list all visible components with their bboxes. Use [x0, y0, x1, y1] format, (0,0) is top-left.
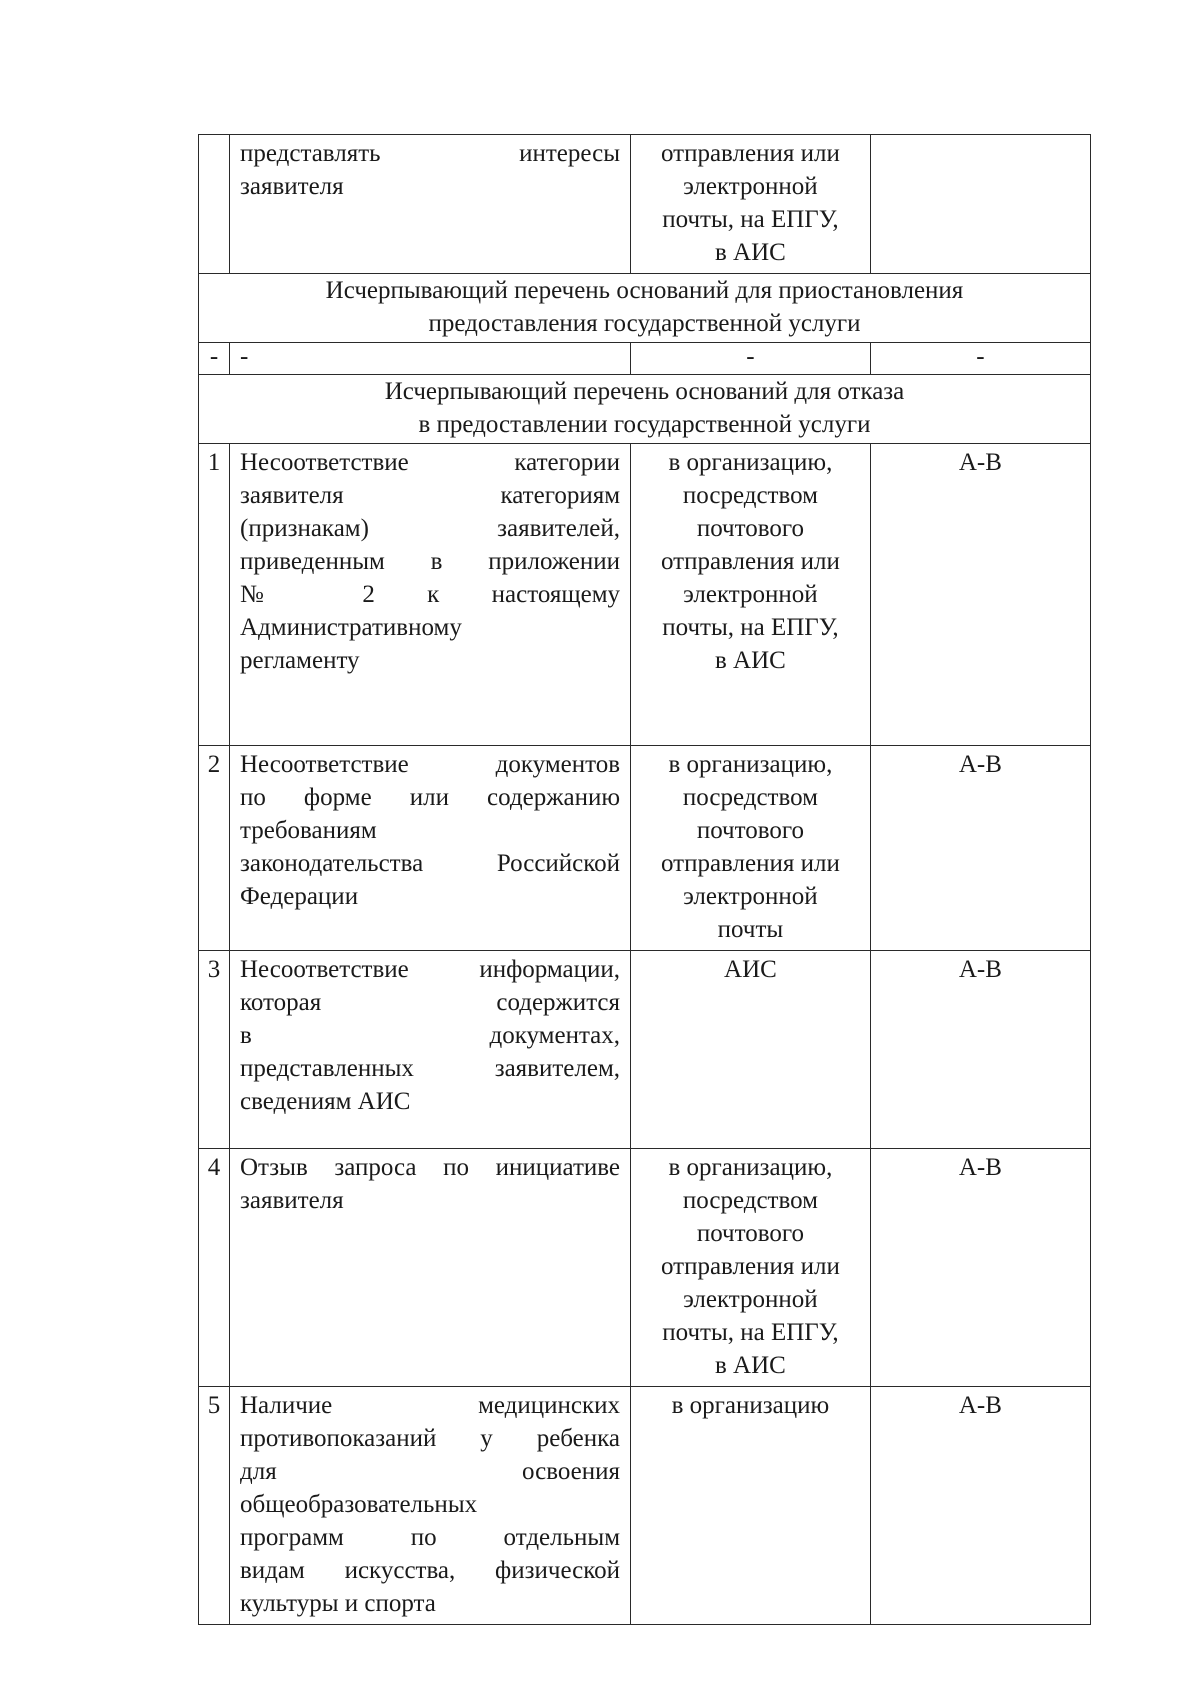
- reason-cell: [230, 746, 631, 951]
- reason-line: Несоответствие категории: [240, 449, 621, 476]
- reason-line: Административному: [240, 614, 462, 641]
- code-cell: А-В: [870, 444, 1090, 746]
- reason-line: заявителя категориям: [240, 482, 621, 509]
- table-row: [199, 951, 1091, 1149]
- submission-line: электронной: [683, 173, 818, 200]
- section-title-line: предоставления государственной услуги: [428, 310, 861, 337]
- suspension-empty-row: [199, 343, 1091, 375]
- submission-cell: [631, 1387, 871, 1625]
- reason-line: Несоответствие документов: [240, 751, 621, 778]
- section-title-line: Исчерпывающий перечень оснований для отказа: [384, 378, 905, 405]
- submission-line: отправления или: [660, 1253, 840, 1280]
- reason-cell: [230, 444, 631, 746]
- submission-line: в организацию,: [668, 1154, 833, 1181]
- reason-line: законодательства Российской: [240, 850, 621, 877]
- submission-cell: [631, 951, 871, 1149]
- submission-line: почтового: [696, 817, 804, 844]
- submission-line: посредством: [682, 784, 818, 811]
- reason-line: заявителя: [240, 173, 344, 200]
- table-row: [199, 746, 1091, 951]
- row-number-cell: -: [199, 343, 230, 375]
- table-row: [199, 444, 1091, 746]
- reason-line: Наличие медицинских: [240, 1392, 621, 1419]
- code-cell: [870, 135, 1090, 274]
- section-title-cell: [199, 274, 1091, 343]
- grounds-table: [198, 134, 1091, 1625]
- submission-line: отправления или: [660, 548, 840, 575]
- submission-line: электронной: [683, 1286, 818, 1313]
- reason-line: представленных заявителем,: [240, 1055, 621, 1082]
- submission-cell: [631, 444, 871, 746]
- submission-line: отправления или: [660, 140, 840, 167]
- section-header-suspension: [199, 274, 1091, 343]
- reason-line: приведенным в приложении: [240, 548, 621, 575]
- row-number-cell: 2: [199, 746, 230, 951]
- submission-line: в организацию,: [668, 751, 833, 778]
- reason-line: № 2 к настоящему: [240, 581, 621, 608]
- reason-cell: -: [230, 343, 631, 375]
- code-cell: А-В: [870, 951, 1090, 1149]
- row-number-cell: [199, 135, 230, 274]
- section-header-refusal: [199, 375, 1091, 444]
- reason-line: программ по отдельным: [240, 1524, 621, 1551]
- reason-cell: [230, 1387, 631, 1625]
- reason-line: (признакам) заявителей,: [240, 515, 621, 542]
- table-body: [199, 135, 1091, 1625]
- submission-cell: -: [631, 343, 871, 375]
- row-number-cell: 1: [199, 444, 230, 746]
- submission-line: почты, на ЕПГУ,: [662, 614, 839, 641]
- row-number-cell: 4: [199, 1149, 230, 1387]
- code-cell: -: [870, 343, 1090, 375]
- reason-line: регламенту: [240, 647, 360, 674]
- submission-line: почтового: [696, 515, 804, 542]
- submission-line: электронной: [683, 581, 818, 608]
- section-title-line: в предоставлении государственной услуги: [418, 411, 871, 438]
- submission-line: почты, на ЕПГУ,: [662, 206, 839, 233]
- reason-cell: [230, 135, 631, 274]
- table-row: [199, 1149, 1091, 1387]
- submission-cell: [631, 746, 871, 951]
- reason-line: сведениям АИС: [240, 1088, 411, 1115]
- submission-cell: [631, 1149, 871, 1387]
- code-cell: А-В: [870, 746, 1090, 951]
- submission-line: почтового: [696, 1220, 804, 1247]
- submission-line: в АИС: [715, 647, 786, 674]
- reason-line: для освоения: [240, 1458, 621, 1485]
- submission-line: АИС: [724, 956, 777, 983]
- reason-cell: [230, 1149, 631, 1387]
- submission-line: в организацию: [671, 1392, 830, 1419]
- submission-line: отправления или: [660, 850, 840, 877]
- reason-line: в документах,: [240, 1022, 621, 1049]
- reason-line: противопоказаний у ребенка: [240, 1425, 621, 1452]
- code-cell: А-В: [870, 1149, 1090, 1387]
- submission-line: почты: [717, 916, 784, 943]
- reason-line: заявителя: [240, 1187, 344, 1214]
- reason-cell: [230, 951, 631, 1149]
- row-number-cell: 3: [199, 951, 230, 1149]
- submission-line: в АИС: [715, 1352, 786, 1379]
- reason-line: Несоответствие информации,: [240, 956, 621, 983]
- section-title-line: Исчерпывающий перечень оснований для приостановления: [325, 277, 964, 304]
- submission-line: электронной: [683, 883, 818, 910]
- reason-line: которая содержится: [240, 989, 621, 1016]
- table-row: [199, 1387, 1091, 1625]
- section-title-cell: [199, 375, 1091, 444]
- reason-line: культуры и спорта: [240, 1590, 436, 1617]
- submission-line: почты, на ЕПГУ,: [662, 1319, 839, 1346]
- reason-line: по форме или содержанию: [240, 784, 621, 811]
- submission-line: посредством: [682, 1187, 818, 1214]
- continuation-row: [199, 135, 1091, 274]
- submission-cell: [631, 135, 871, 274]
- reason-line: представлять интересы: [240, 140, 621, 167]
- submission-line: в АИС: [715, 239, 786, 266]
- reason-line: общеобразовательных: [240, 1491, 478, 1518]
- row-number-cell: 5: [199, 1387, 230, 1625]
- submission-line: в организацию,: [668, 449, 833, 476]
- reason-line: Отзыв запроса по инициативе: [240, 1154, 621, 1181]
- code-cell: А-В: [870, 1387, 1090, 1625]
- reason-line: требованиям: [240, 817, 377, 844]
- submission-line: посредством: [682, 482, 818, 509]
- reason-line: Федерации: [240, 883, 359, 910]
- reason-line: видам искусства, физической: [240, 1557, 621, 1584]
